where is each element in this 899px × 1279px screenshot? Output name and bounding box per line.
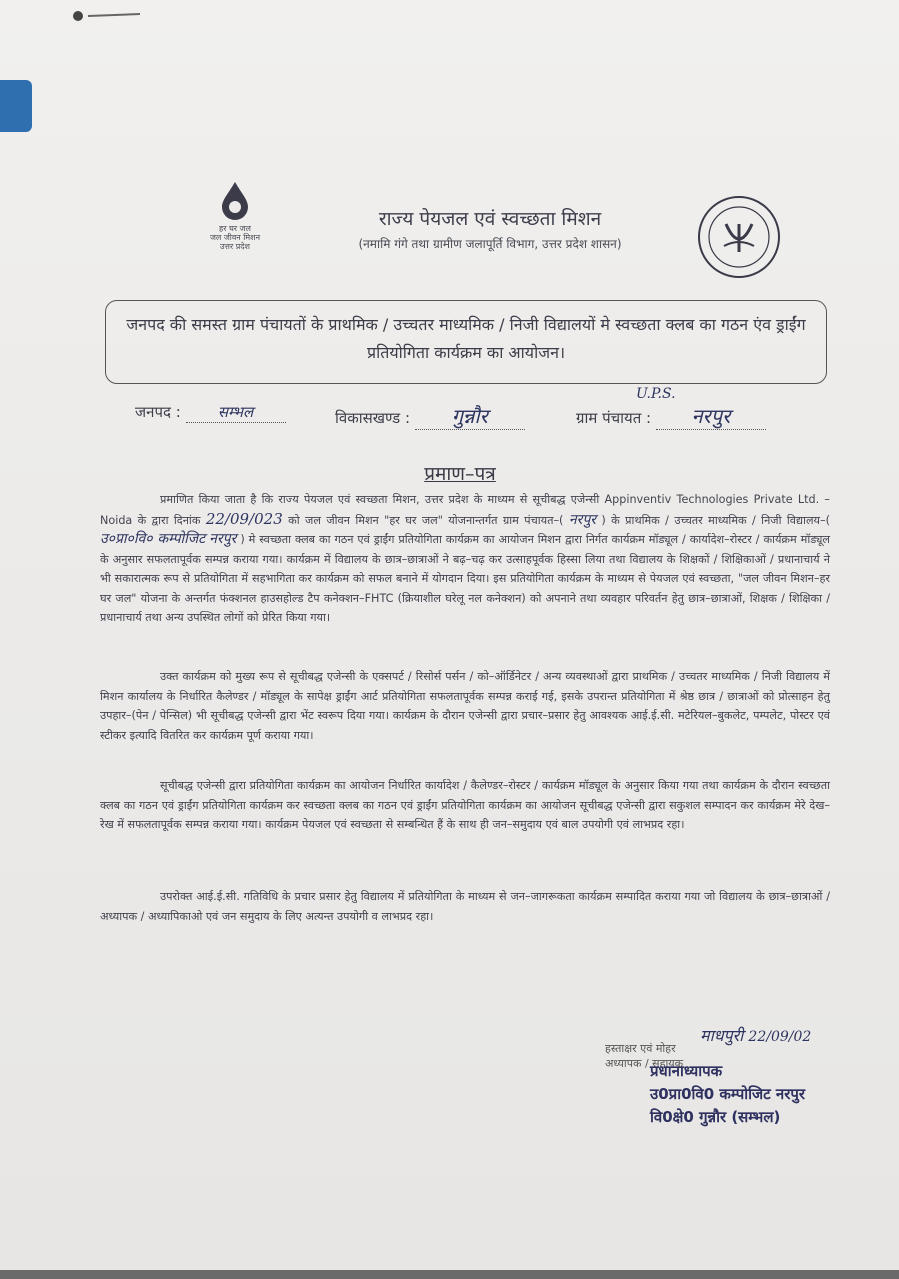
handwritten-village-1: नरपुर (568, 511, 597, 528)
paragraph-1-text-d: ) मे स्वच्छता क्लब का गठन एवं ड्राईंग प्रतियोगिता कार्यक्रम का आयोजन मिशन द्वारा निर्गत कार्यक्रम मॉड्यूल / कार्यादेश–रोस्टर / कार्यक्रम मॉड्यूल के अनुसार सफलतापूर्वक सम्पन्न कराया गया। कार्यक्रम में विद्यालय के छात्र–छात्राओं ने बढ़–चढ़ कर उत्साहपूर्वक हिस्सा लिया तथा विद्यालय के शिक्षकों / शिक्षिकाओं / प्रधानाचार्य ने भी सकारात्मक रूप से प्रतियोगिता में सहभागिता कर कार्यक्रम को सफल बनाने में योगदान दिया। इस प्रतियोगिता कार्यक्रम के माध्यम से पेयजल एवं स्वच्छता, "जल जीवन मिशन–हर घर जल" योजना के अन्तर्गत फंक्शनल हाउसहोल्ड टैप कनेक्शन–FHTC (क्रियाशील घरेलू नल कनेक्शन) को अपनाने तथा व्यवहार परिवर्तन हेतु छात्र–छात्राओं, शिक्षक / शिक्षिका / प्रधानाचार्य तथा अन्य उपस्थित लोगों को प्रेरित किया गया। (100, 533, 830, 624)
mission-subtitle: (नमामि गंगे तथा ग्रामीण जलापूर्ति विभाग, उत्तर प्रदेश शासन) (358, 237, 622, 251)
vikaskhand-label: विकासखण्ड : (335, 409, 411, 427)
page-bottom-edge (0, 1270, 899, 1279)
paragraph-4 (100, 887, 830, 926)
paragraph-1 (100, 490, 830, 628)
paragraph-1-text-b: को जल जीवन मिशन "हर घर जल" योजनान्तर्गत ग्राम पंचायत–( (288, 513, 564, 527)
subject-text: जनपद की समस्त ग्राम पंचायतों के प्राथमिक / उच्चतर माध्यमिक / निजी विद्यालयों मे स्वच्छता क्लब का गठन एंव ड्राईंग प्रतियोगिता कार्यक्रम का आयोजन। (126, 315, 806, 362)
handwritten-school: उ०प्रा०वि० कम्पोजिट (100, 531, 206, 547)
signature-date: 22/09/02 (748, 1029, 812, 1045)
up-government-seal-icon (696, 194, 782, 280)
paragraph-1-text-a: प्रमाणित किया जाता है कि राज्य पेयजल एवं स्वच्छता मिशन, उत्तर प्रदेश के माध्यम से सूचीबद्ध एजेन्सी Appinventiv Technologies Private Ltd. – Noida के द्वारा दिनांक (100, 493, 830, 527)
stamp-line-1: प्रधानाध्यापक (650, 1062, 723, 1080)
water-drop-icon (218, 180, 252, 220)
janpad-field (135, 402, 286, 423)
paragraph-2 (100, 667, 830, 745)
signature-scrawl: माधपुरी (700, 1026, 744, 1045)
logo-caption-2: जल जीवन मिशन (209, 233, 261, 242)
subject-box (105, 300, 827, 384)
paragraph-3-text: सूचीबद्ध एजेन्सी द्वारा प्रतियोगिता कार्यक्रम का आयोजन निर्धारित कार्यादेश / कैलेण्डर–रोस्टर / कार्यक्रम मॉड्यूल के अनुसार किया गया तथा कार्यक्रम के दौरान स्वच्छता क्लब का गठन एवं ड्राईंग प्रतियोगिता कार्यक्रम कर स्वच्छता क्लब का गठन एवं ड्राईंग प्रतियोगिता कार्यक्रम का आयोजन सूचीबद्ध एजेन्सी द्वारा सकुशल सम्पादन कर कार्यक्रम मेरे देख–रेख में सफलतापूर्वक सम्पन्न कराया गया। कार्यक्रम पेयजल एवं स्वच्छता से सम्बन्धित हैं के साथ ही जन–समुदाय एवं बाल उपयोगी एवं लाभप्रद रहा। (100, 779, 830, 831)
certificate-title: प्रमाण–पत्र (424, 463, 496, 485)
janpad-value: सम्भल (186, 402, 286, 423)
har-ghar-jal-logo (205, 180, 265, 251)
gram-panchayat-value: नरपुर (656, 402, 766, 430)
mission-name: राज्य पेयजल एवं स्वच्छता मिशन (378, 208, 602, 230)
paper-clip-icon (70, 10, 145, 22)
logo-caption-3: उत्तर प्रदेश (220, 242, 250, 251)
gram-panchayat-field (576, 386, 766, 430)
header-title (300, 205, 680, 252)
logo-caption-1: हर घर जल (219, 224, 251, 233)
gram-panchayat-label: ग्राम पंचायत : (576, 409, 652, 427)
stamp-line-3: वि0क्षे0 गुन्नौर (सम्भल) (650, 1108, 781, 1126)
pen-icon (0, 80, 32, 132)
signature-label-text: हस्ताक्षर एवं मोहर (605, 1042, 676, 1055)
vikaskhand-field (335, 402, 525, 430)
paragraph-2-text: उक्त कार्यक्रम को मुख्य रूप से सूचीबद्ध एजेन्सी के एक्सपर्ट / रिसोर्स पर्सन / को–ऑर्डिनेटर / अन्य व्यवस्थाओं द्वारा प्राथमिक / उच्चतर माध्यमिक / निजी विद्यालय में मिशन कार्यालय के निर्धारित कैलेण्डर / मॉड्यूल के सापेक्ष ड्राईंग आर्ट प्रतियोगिता सफलतापूर्वक सम्पन्न कराई गई, इसके उपरान्त प्रतियोगिता में श्रेष्ठ छात्र / छात्राओं को प्रोत्साहन हेतु उपहार–(पेन / पेन्सिल) भी सूचीबद्ध एजेन्सी द्वारा भेंट स्वरूप दिया गया। कार्यक्रम के दौरान एजेन्सी द्वारा प्रचार–प्रसार हेतु आवश्यक आई.ई.सी. मटेरियल–बुकलेट, पम्पलेट, पोस्टर एवं स्टीकर इत्यादि वितरित कर कार्यक्रम पूर्ण कराया गया। (100, 670, 830, 742)
janpad-label: जनपद : (135, 403, 181, 421)
paragraph-3 (100, 776, 830, 835)
ups-note: U.P.S. (636, 386, 676, 402)
signature-designation: अध्यापक / सहायक (605, 1057, 684, 1070)
handwritten-village-2: नरपुर (209, 531, 237, 547)
stamp-line-2: उ0प्रा0वि0 कम्पोजिट नरपुर (650, 1085, 806, 1103)
paragraph-4-text: उपरोक्त आई.ई.सी. गतिविधि के प्रचार प्रसार हेतु विद्यालय में प्रतियोगिता के माध्यम से जन–जागरूकता कार्यक्रम सम्पादित कराया गया जो विद्यालय के छात्र–छात्राओं / अध्यापक / अध्यापिकाओ एवं जन समुदाय के लिए अत्यन्त उपयोगी व लाभप्रद रहा। (100, 890, 830, 923)
handwritten-date: 22/09/023 (205, 509, 283, 528)
school-stamp (650, 1060, 880, 1129)
vikaskhand-value: गुन्नौर (415, 402, 525, 430)
paragraph-1-text-c: ) के प्राथमिक / उच्चतर माध्यमिक / निजी विद्यालय–( (601, 513, 830, 527)
signature (700, 1024, 811, 1046)
